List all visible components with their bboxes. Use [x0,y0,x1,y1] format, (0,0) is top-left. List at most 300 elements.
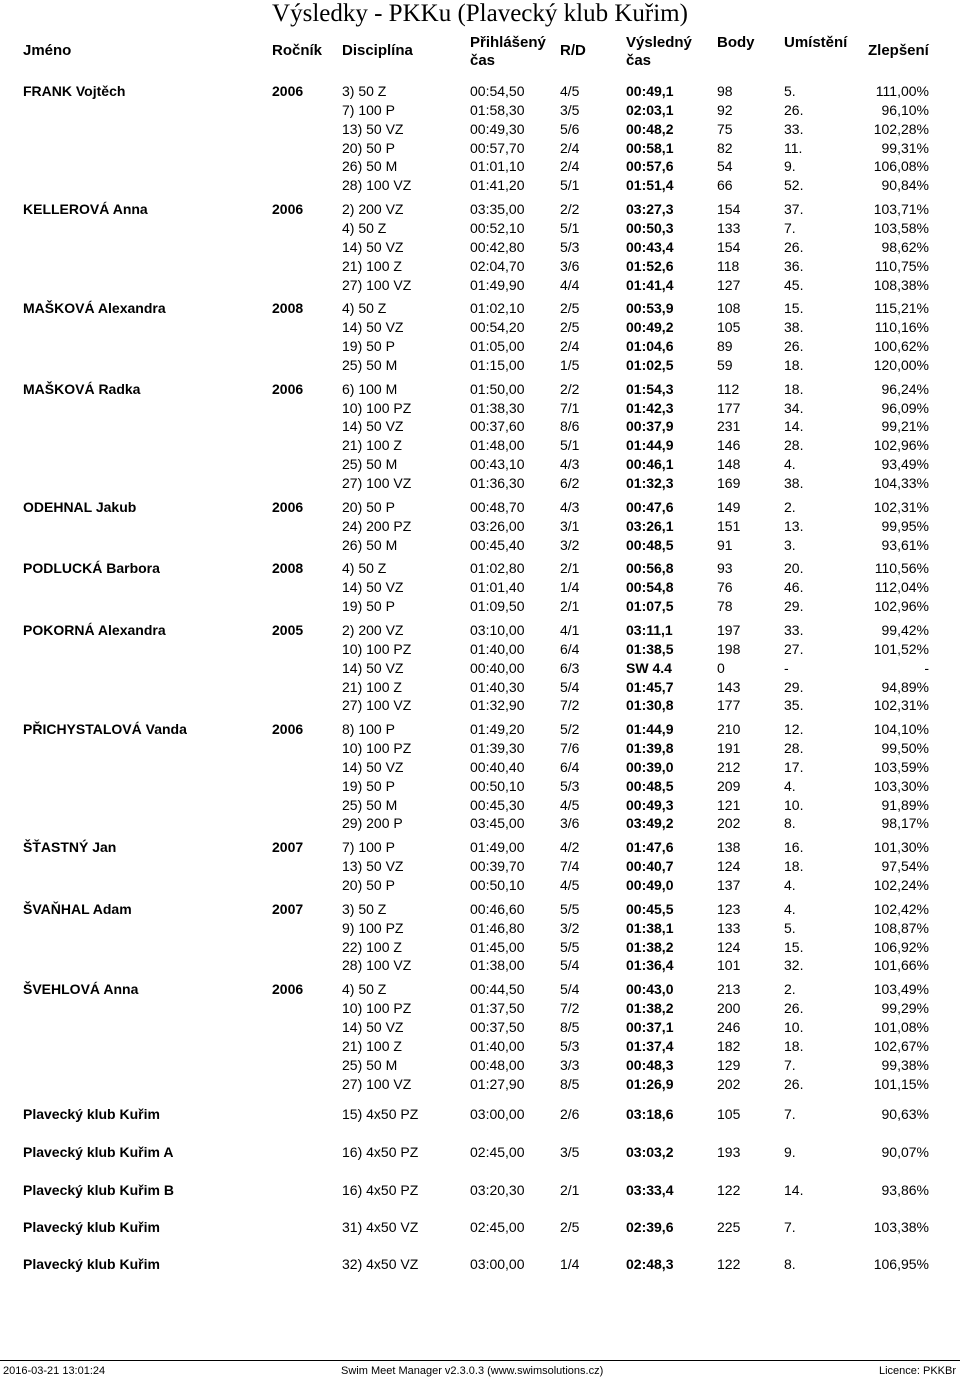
swimmer-name: ŠVAŇHAL Adam [23,901,132,917]
improvement-cell: 96,10% [881,102,929,118]
birth-year: 2006 [272,721,304,737]
improvement-cell: 99,21% [881,418,929,434]
place-cell: 32. [784,957,804,973]
points-cell: 231 [717,418,741,434]
rd-cell: 8/5 [560,1019,580,1035]
improvement-cell: 90,07% [881,1144,929,1160]
result-time-cell: 01:44,9 [626,437,674,453]
points-cell: 92 [717,102,733,118]
discipline-cell: 25) 50 M [342,357,398,373]
improvement-cell: 101,66% [873,957,929,973]
discipline-cell: 14) 50 VZ [342,1019,404,1035]
result-time-cell: 00:45,5 [626,901,674,917]
place-cell: 45. [784,277,804,293]
result-time-cell: 02:39,6 [626,1219,674,1235]
table-row [0,796,960,815]
discipline-cell: 26) 50 M [342,537,398,553]
discipline-cell: 27) 100 VZ [342,277,412,293]
improvement-cell: 96,24% [881,381,929,397]
table-row [0,139,960,158]
points-cell: 108 [717,300,741,316]
result-time-cell: 01:39,8 [626,740,674,756]
place-cell: 26. [784,1076,804,1092]
result-time-cell: 03:33,4 [626,1182,674,1198]
table-row [0,578,960,597]
rd-cell: 1/4 [560,579,580,595]
place-cell: 18. [784,1038,804,1054]
discipline-cell: 28) 100 VZ [342,177,412,193]
place-cell: 17. [784,759,804,775]
result-time-cell: 00:37,1 [626,1019,674,1035]
points-cell: 200 [717,1000,741,1016]
place-cell: 2. [784,981,796,997]
points-cell: 133 [717,220,741,236]
entry-time-cell: 01:49,90 [470,277,525,293]
entry-time-cell: 00:42,80 [470,239,525,255]
discipline-cell: 22) 100 Z [342,939,402,955]
points-cell: 209 [717,778,741,794]
table-row [0,876,960,895]
points-cell: 177 [717,400,741,416]
swimmer-name: PŘICHYSTALOVÁ Vanda [23,721,187,737]
discipline-cell: 20) 50 P [342,499,395,515]
discipline-cell: 19) 50 P [342,778,395,794]
result-time-cell: 01:38,5 [626,641,674,657]
place-cell: 33. [784,121,804,137]
birth-year: 2008 [272,560,304,576]
swimmer-name: ŠVEHLOVÁ Anna [23,981,139,997]
points-cell: 212 [717,759,741,775]
rd-cell: 3/1 [560,518,580,534]
rd-cell: 3/3 [560,1057,580,1073]
swimmer-name: ODEHNAL Jakub [23,499,137,515]
discipline-cell: 14) 50 VZ [342,579,404,595]
place-cell: 26. [784,239,804,255]
discipline-cell: 21) 100 Z [342,1038,402,1054]
table-row [0,678,960,697]
points-cell: 137 [717,877,741,893]
points-cell: 124 [717,939,741,955]
improvement-cell: 97,54% [881,858,929,874]
result-time-cell: 00:58,1 [626,140,674,156]
points-cell: 127 [717,277,741,293]
place-cell: 34. [784,400,804,416]
birth-year: 2007 [272,901,304,917]
place-cell: 7. [784,1057,796,1073]
swimmer-name: FRANK Vojtěch [23,83,126,99]
result-time-cell: 03:49,2 [626,815,674,831]
result-time-cell: 00:50,3 [626,220,674,236]
table-row [0,455,960,474]
discipline-cell: 10) 100 PZ [342,400,412,416]
rd-cell: 7/4 [560,858,580,874]
points-cell: 143 [717,679,741,695]
entry-time-cell: 03:20,30 [470,1182,525,1198]
place-cell: 10. [784,797,804,813]
table-row [0,1143,960,1162]
place-cell: 36. [784,258,804,274]
table-row [0,380,960,399]
rd-cell: 7/2 [560,1000,580,1016]
discipline-cell: 14) 50 VZ [342,239,404,255]
rd-cell: 4/5 [560,797,580,813]
result-time-cell: 01:41,4 [626,277,674,293]
discipline-cell: 25) 50 M [342,797,398,813]
points-cell: 246 [717,1019,741,1035]
points-cell: 105 [717,1106,741,1122]
table-row [0,1056,960,1075]
improvement-cell: 108,38% [873,277,929,293]
place-cell: 8. [784,1256,796,1272]
entry-time-cell: 01:40,00 [470,1038,525,1054]
improvement-cell: 106,95% [873,1256,929,1272]
table-row [0,1018,960,1037]
improvement-cell: 91,89% [881,797,929,813]
points-cell: 146 [717,437,741,453]
discipline-cell: 21) 100 Z [342,258,402,274]
entry-time-cell: 00:49,30 [470,121,525,137]
entry-time-cell: 03:10,00 [470,622,525,638]
place-cell: 4. [784,877,796,893]
discipline-cell: 13) 50 VZ [342,121,404,137]
rd-cell: 2/1 [560,598,580,614]
points-cell: 193 [717,1144,741,1160]
result-time-cell: 00:46,1 [626,456,674,472]
points-cell: 105 [717,319,741,335]
discipline-cell: 19) 50 P [342,338,395,354]
table-row [0,597,960,616]
table-row [0,200,960,219]
discipline-cell: 14) 50 VZ [342,418,404,434]
table-row [0,696,960,715]
rd-cell: 2/2 [560,201,580,217]
rd-cell: 3/6 [560,258,580,274]
place-cell: 7. [784,1219,796,1235]
improvement-cell: 103,49% [873,981,929,997]
footer-software: Swim Meet Manager v2.3.0.3 (www.swimsolutions.cz) [341,1365,604,1377]
rd-cell: 2/4 [560,158,580,174]
result-time-cell: 01:38,2 [626,939,674,955]
discipline-cell: 7) 100 P [342,839,395,855]
discipline-cell: 25) 50 M [342,456,398,472]
place-cell: 7. [784,220,796,236]
improvement-cell: 98,62% [881,239,929,255]
birth-year: 2006 [272,201,304,217]
discipline-cell: 20) 50 P [342,877,395,893]
entry-time-cell: 00:46,60 [470,901,525,917]
swimmer-name: KELLEROVÁ Anna [23,201,148,217]
discipline-cell: 8) 100 P [342,721,395,737]
table-row [0,814,960,833]
result-time-cell: 00:48,3 [626,1057,674,1073]
result-time-cell: 01:07,5 [626,598,674,614]
birth-year: 2005 [272,622,304,638]
entry-time-cell: 00:40,40 [470,759,525,775]
result-time-cell: 00:48,2 [626,121,674,137]
points-cell: 133 [717,920,741,936]
improvement-cell: 102,31% [873,499,929,515]
result-time-cell: 01:04,6 [626,338,674,354]
discipline-cell: 27) 100 VZ [342,475,412,491]
birth-year: 2006 [272,381,304,397]
header-place: Umístění [784,34,848,51]
swimmer-name: Plavecký klub Kuřim [23,1256,160,1272]
place-cell: 52. [784,177,804,193]
rd-cell: 7/2 [560,697,580,713]
entry-time-cell: 03:00,00 [470,1256,525,1272]
table-row [0,337,960,356]
discipline-cell: 13) 50 VZ [342,858,404,874]
table-row [0,399,960,418]
place-cell: 16. [784,839,804,855]
discipline-cell: 2) 200 VZ [342,622,404,638]
table-row [0,621,960,640]
swimmer-name: Plavecký klub Kuřim [23,1106,160,1122]
rd-cell: 5/5 [560,939,580,955]
points-cell: 177 [717,697,741,713]
discipline-cell: 3) 50 Z [342,83,387,99]
header-rd: R/D [560,42,586,59]
discipline-cell: 4) 50 Z [342,220,387,236]
header-discipline: Disciplína [342,42,413,59]
entry-time-cell: 01:41,20 [470,177,525,193]
place-cell: 10. [784,1019,804,1035]
discipline-cell: 27) 100 VZ [342,1076,412,1092]
rd-cell: 2/5 [560,1219,580,1235]
entry-time-cell: 01:02,80 [470,560,525,576]
place-cell: 4. [784,456,796,472]
improvement-cell: 102,24% [873,877,929,893]
rd-cell: 7/1 [560,400,580,416]
swimmer-name: POKORNÁ Alexandra [23,622,166,638]
rd-cell: 8/5 [560,1076,580,1092]
points-cell: 123 [717,901,741,917]
result-time-cell: 00:57,6 [626,158,674,174]
table-row [0,536,960,555]
discipline-cell: 21) 100 Z [342,679,402,695]
entry-time-cell: 00:52,10 [470,220,525,236]
table-row [0,238,960,257]
table-row [0,356,960,375]
improvement-cell: 99,42% [881,622,929,638]
place-cell: 33. [784,622,804,638]
improvement-cell: 102,67% [873,1038,929,1054]
place-cell: 14. [784,1182,804,1198]
result-time-cell: 00:49,0 [626,877,674,893]
points-cell: 98 [717,83,733,99]
table-row [0,474,960,493]
discipline-cell: 14) 50 VZ [342,759,404,775]
table-row [0,517,960,536]
entry-time-cell: 00:45,40 [470,537,525,553]
place-cell: 38. [784,475,804,491]
improvement-cell: 99,95% [881,518,929,534]
place-cell: 26. [784,102,804,118]
rd-cell: 5/1 [560,177,580,193]
rd-cell: 5/1 [560,220,580,236]
entry-time-cell: 00:44,50 [470,981,525,997]
result-time-cell: 00:54,8 [626,579,674,595]
rd-cell: 2/5 [560,300,580,316]
points-cell: 225 [717,1219,741,1235]
place-cell: - [784,660,789,676]
table-row [0,980,960,999]
discipline-cell: 14) 50 VZ [342,660,404,676]
footer-timestamp: 2016-03-21 13:01:24 [3,1365,106,1377]
birth-year: 2008 [272,300,304,316]
rd-cell: 1/5 [560,357,580,373]
improvement-cell: 102,96% [873,598,929,614]
table-header [0,34,960,74]
entry-time-cell: 01:48,00 [470,437,525,453]
discipline-cell: 19) 50 P [342,598,395,614]
improvement-cell: 110,75% [874,258,929,274]
rd-cell: 7/6 [560,740,580,756]
points-cell: 197 [717,622,741,638]
result-time-cell: 01:51,4 [626,177,674,193]
place-cell: 20. [784,560,804,576]
rd-cell: 5/4 [560,981,580,997]
improvement-cell: 93,86% [881,1182,929,1198]
entry-time-cell: 01:49,00 [470,839,525,855]
points-cell: 129 [717,1057,741,1073]
improvement-cell: 101,52% [873,641,929,657]
header-result-time-line1: Výsledný [626,34,692,51]
result-time-cell: 01:52,6 [626,258,674,274]
discipline-cell: 4) 50 Z [342,981,387,997]
entry-time-cell: 03:35,00 [470,201,525,217]
result-time-cell: 01:38,2 [626,1000,674,1016]
table-row [0,777,960,796]
place-cell: 5. [784,920,796,936]
place-cell: 35. [784,697,804,713]
discipline-cell: 9) 100 PZ [342,920,404,936]
header-result-time-line2: čas [626,52,652,69]
birth-year: 2006 [272,83,304,99]
improvement-cell: 99,38% [881,1057,929,1073]
table-row [0,257,960,276]
improvement-cell: 102,31% [873,697,929,713]
table-row [0,436,960,455]
result-time-cell: 00:49,2 [626,319,674,335]
result-time-cell: 01:45,7 [626,679,674,695]
rd-cell: 6/4 [560,759,580,775]
entry-time-cell: 01:39,30 [470,740,525,756]
footer [0,1360,960,1380]
improvement-cell: 110,16% [874,319,929,335]
result-time-cell: 02:03,1 [626,102,674,118]
place-cell: 15. [784,300,804,316]
result-time-cell: 03:11,1 [626,622,673,638]
table-row [0,739,960,758]
improvement-cell: - [924,660,929,676]
improvement-cell: 93,61% [881,537,929,553]
table-row [0,120,960,139]
discipline-cell: 10) 100 PZ [342,1000,412,1016]
discipline-cell: 14) 50 VZ [342,319,404,335]
discipline-cell: 10) 100 PZ [342,740,412,756]
result-time-cell: 00:49,1 [626,83,674,99]
rd-cell: 3/5 [560,1144,580,1160]
result-time-cell: 01:47,6 [626,839,674,855]
place-cell: 38. [784,319,804,335]
points-cell: 122 [717,1182,741,1198]
entry-time-cell: 01:05,00 [470,338,525,354]
entry-time-cell: 01:40,30 [470,679,525,695]
place-cell: 26. [784,1000,804,1016]
points-cell: 91 [717,537,733,553]
place-cell: 15. [784,939,804,955]
entry-time-cell: 00:48,00 [470,1057,525,1073]
entry-time-cell: 00:48,70 [470,499,525,515]
place-cell: 46. [784,579,804,595]
result-time-cell: 03:26,1 [626,518,674,534]
improvement-cell: 99,50% [881,740,929,756]
points-cell: 89 [717,338,733,354]
discipline-cell: 28) 100 VZ [342,957,412,973]
table-row [0,900,960,919]
header-year: Ročník [272,42,323,59]
entry-time-cell: 00:37,60 [470,418,525,434]
table-row [0,857,960,876]
entry-time-cell: 01:27,90 [470,1076,525,1092]
place-cell: 13. [784,518,804,534]
header-name: Jméno [23,42,72,59]
improvement-cell: 111,00% [875,83,929,99]
result-time-cell: 00:56,8 [626,560,674,576]
place-cell: 18. [784,858,804,874]
table-row [0,640,960,659]
entry-time-cell: 00:39,70 [470,858,525,874]
rd-cell: 5/4 [560,679,580,695]
result-time-cell: 00:47,6 [626,499,674,515]
rd-cell: 5/4 [560,957,580,973]
points-cell: 151 [717,518,741,534]
table-row [0,559,960,578]
rd-cell: 5/1 [560,437,580,453]
entry-time-cell: 00:57,70 [470,140,525,156]
points-cell: 75 [717,121,733,137]
discipline-cell: 16) 4x50 PZ [342,1144,419,1160]
swimmer-name: Plavecký klub Kuřim A [23,1144,174,1160]
improvement-cell: 93,49% [881,456,929,472]
improvement-cell: 102,28% [873,121,929,137]
place-cell: 5. [784,83,796,99]
place-cell: 18. [784,381,804,397]
improvement-cell: 102,96% [873,437,929,453]
points-cell: 93 [717,560,733,576]
improvement-cell: 103,71% [873,201,929,217]
entry-time-cell: 01:45,00 [470,939,525,955]
swimmer-name: ŠŤASTNÝ Jan [23,839,117,855]
place-cell: 4. [784,901,796,917]
rd-cell: 2/5 [560,319,580,335]
points-cell: 154 [717,239,741,255]
place-cell: 2. [784,499,796,515]
entry-time-cell: 01:02,10 [470,300,525,316]
rd-cell: 4/4 [560,277,580,293]
points-cell: 213 [717,981,741,997]
discipline-cell: 2) 200 VZ [342,201,404,217]
rd-cell: 3/2 [560,537,580,553]
place-cell: 12. [784,721,804,737]
entry-time-cell: 01:09,50 [470,598,525,614]
discipline-cell: 31) 4x50 VZ [342,1219,419,1235]
result-time-cell: 00:43,0 [626,981,674,997]
points-cell: 78 [717,598,733,614]
place-cell: 4. [784,778,796,794]
footer-licence: Licence: PKKBr [878,1365,956,1377]
